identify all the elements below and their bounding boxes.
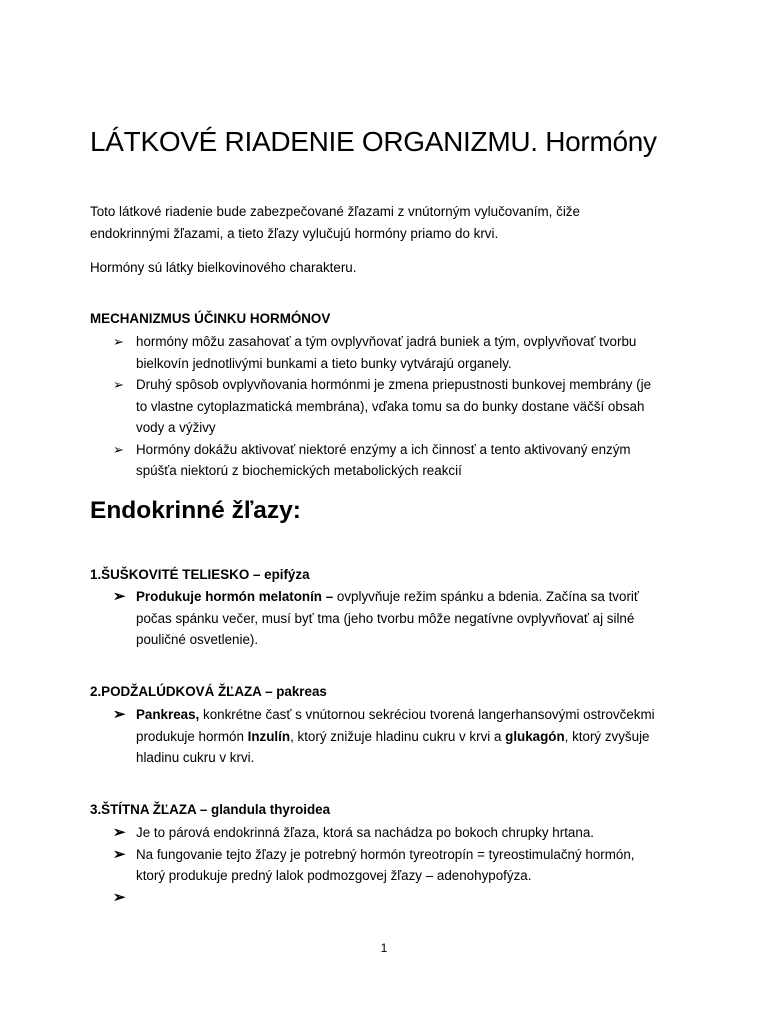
list-item: ➢ Je to párová endokrinná žľaza, ktorá sa nachádza po bokoch chrupky hrtana. bbox=[90, 822, 670, 844]
intro-paragraph bbox=[90, 201, 580, 245]
list-item: ➢ hormóny môžu zasahovať a tým ovplyvňovať jadrá buniek a tým, ovplyvňovať tvorbu bielkovín jednotlivými bunkami a tieto bunky vytvárajú organely. bbox=[90, 331, 670, 374]
intro-line-1: Toto látkové riadenie bude zabezpečované žľazami z vnútorným vylučovaním, čiže bbox=[90, 204, 580, 219]
arrow-bullet-icon: ➢ bbox=[113, 888, 126, 906]
arrow-bullet-icon: ➢ bbox=[113, 845, 126, 863]
arrow-bullet-icon: ➢ bbox=[113, 588, 126, 605]
arrow-bullet-icon: ➢ bbox=[113, 441, 124, 457]
intro-line-3: Hormóny sú látky bielkovinového charakteru. bbox=[90, 260, 357, 275]
list-item bbox=[90, 887, 670, 909]
section-1-list bbox=[90, 586, 670, 651]
section-2-list bbox=[90, 704, 670, 769]
section-1-heading: 1.ŠUŠKOVITÉ TELIESKO – epifýza bbox=[90, 567, 310, 582]
intro-line-2: endokrinnými žľazami, a tieto žľazy vylučujú hormóny priamo do krvi. bbox=[90, 226, 499, 241]
arrow-bullet-icon: ➢ bbox=[113, 824, 126, 841]
arrow-bullet-icon: ➢ bbox=[113, 377, 124, 392]
mechanism-list bbox=[90, 331, 670, 482]
list-item: ➢ Produkuje hormón melatonín – ovplyvňuje režim spánku a bdenia. Začína sa tvoriť počas spánku večer, musí byť tma (jeho tvorbu môže negatívne ovplyvňovať aj silné pouličné osvetlenie). bbox=[113, 588, 639, 647]
list-item: ➢ Pankreas, konkrétne časť s vnútornou sekréciou tvorená langerhansovými ostrovčekmi produkuje hormón Inzulín, ktorý znižuje hladinu cukru v krvi a glukagón, ktorý zvyšuje hladinu cukru v krvi. bbox=[113, 706, 655, 765]
arrow-bullet-icon: ➢ bbox=[113, 706, 126, 723]
section-2-heading: 2.PODŽALÚDKOVÁ ŽĽAZA – pakreas bbox=[90, 684, 327, 699]
page-title: LÁTKOVÉ RIADENIE ORGANIZMU. Hormóny bbox=[90, 126, 657, 157]
section-3-heading: 3.ŠTÍTNA ŽĽAZA – glandula thyroidea bbox=[90, 802, 331, 817]
page-number: 1 bbox=[380, 941, 388, 955]
mechanism-heading: MECHANIZMUS ÚČINKU HORMÓNOV bbox=[90, 311, 331, 326]
arrow-bullet-icon: ➢ bbox=[113, 334, 124, 349]
list-item: ➢ Hormóny dokážu aktivovať niektoré enzýmy a ich činnosť a tento aktivovaný enzým spúšťa niektorú z biochemických metabolických reakcií bbox=[90, 439, 670, 482]
list-item: ➢ Na fungovanie tejto žľazy je potrebný hormón tyreotropín = tyreostimulačný hormón, ktorý produkuje predný lalok podmozgovej žľazy – adenohypofýza. bbox=[113, 845, 635, 883]
endocrine-heading: Endokrinné žľazy: bbox=[90, 497, 301, 524]
section-3-list bbox=[90, 822, 670, 908]
list-item: ➢ Druhý spôsob ovplyvňovania hormónmi je zmena priepustnosti bunkovej membrány (je to vlastne cytoplazmatická membrána), vďaka tomu sa do bunky dostane väčší obsah vody a výživy bbox=[90, 374, 670, 439]
